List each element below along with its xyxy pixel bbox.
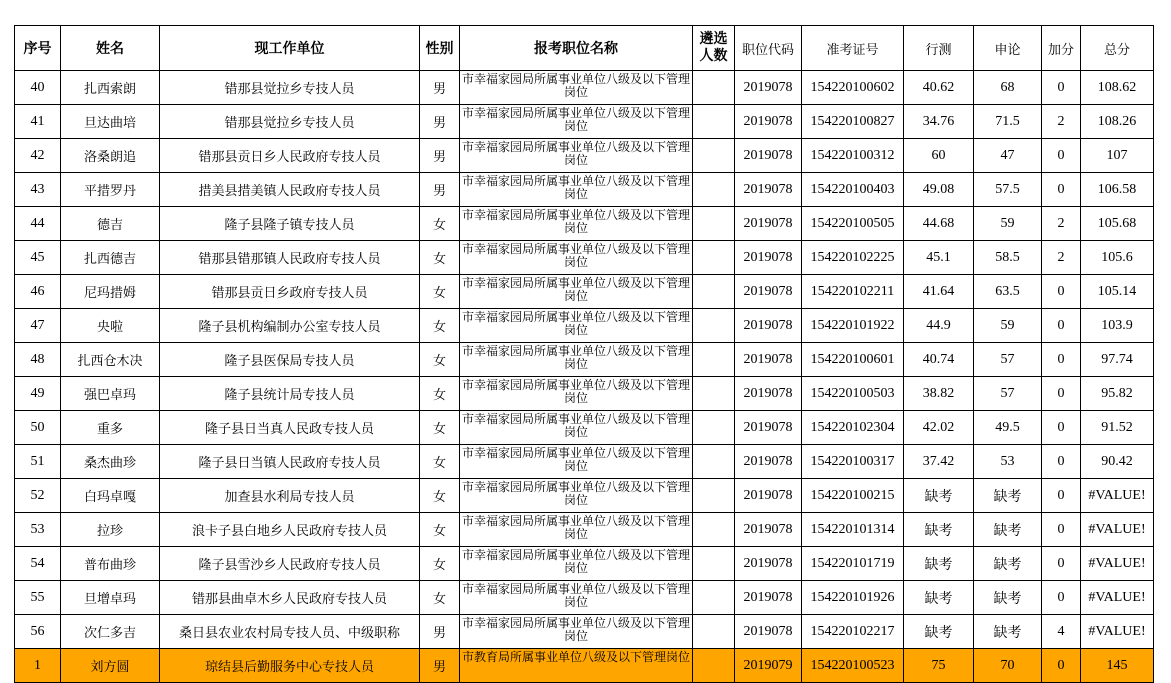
cell-total: 108.62	[1081, 71, 1154, 105]
cell-xingce: 38.82	[904, 377, 974, 411]
cell-xingce: 缺考	[904, 479, 974, 513]
cell-code: 2019078	[735, 343, 802, 377]
cell-job: 市幸福家园局所属事业单位八级及以下管理岗位	[460, 343, 693, 377]
header-total: 总分	[1081, 26, 1154, 71]
table-row	[15, 513, 1154, 547]
cell-code: 2019078	[735, 71, 802, 105]
cell-seq: 46	[15, 275, 61, 309]
cell-total: #VALUE!	[1081, 513, 1154, 547]
cell-code: 2019078	[735, 513, 802, 547]
cell-shenlun: 71.5	[974, 105, 1042, 139]
cell-total: 105.14	[1081, 275, 1154, 309]
cell-shenlun: 缺考	[974, 479, 1042, 513]
cell-unit: 隆子县医保局专技人员	[160, 343, 420, 377]
cell-total: 106.58	[1081, 173, 1154, 207]
cell-job: 市幸福家园局所属事业单位八级及以下管理岗位	[460, 207, 693, 241]
cell-gender: 女	[420, 513, 460, 547]
cell-xingce: 45.1	[904, 241, 974, 275]
cell-quota	[693, 207, 735, 241]
cell-unit: 错那县贡日乡人民政府专技人员	[160, 139, 420, 173]
cell-seq: 53	[15, 513, 61, 547]
cell-unit: 错那县曲卓木乡人民政府专技人员	[160, 581, 420, 615]
cell-ticket: 154220100523	[802, 649, 904, 683]
cell-unit: 桑日县农业农村局专技人员、中级职称	[160, 615, 420, 649]
cell-ticket: 154220100403	[802, 173, 904, 207]
cell-seq: 49	[15, 377, 61, 411]
cell-bonus: 0	[1042, 649, 1081, 683]
cell-xingce: 缺考	[904, 513, 974, 547]
cell-quota	[693, 547, 735, 581]
cell-shenlun: 63.5	[974, 275, 1042, 309]
cell-xingce: 60	[904, 139, 974, 173]
cell-unit: 隆子县日当镇人民政府专技人员	[160, 445, 420, 479]
cell-quota	[693, 71, 735, 105]
cell-name: 次仁多吉	[61, 615, 160, 649]
cell-unit: 措美县措美镇人民政府专技人员	[160, 173, 420, 207]
cell-bonus: 0	[1042, 445, 1081, 479]
header-row	[15, 26, 1154, 71]
cell-name: 强巴卓玛	[61, 377, 160, 411]
cell-xingce: 49.08	[904, 173, 974, 207]
cell-shenlun: 57	[974, 343, 1042, 377]
cell-quota	[693, 309, 735, 343]
cell-xingce: 40.62	[904, 71, 974, 105]
cell-xingce: 缺考	[904, 581, 974, 615]
cell-name: 扎西仓木决	[61, 343, 160, 377]
cell-bonus: 0	[1042, 513, 1081, 547]
cell-shenlun: 70	[974, 649, 1042, 683]
cell-total: 107	[1081, 139, 1154, 173]
cell-seq: 43	[15, 173, 61, 207]
header-ticket: 准考证号	[802, 26, 904, 71]
cell-code: 2019078	[735, 615, 802, 649]
cell-seq: 47	[15, 309, 61, 343]
cell-xingce: 缺考	[904, 547, 974, 581]
cell-gender: 男	[420, 105, 460, 139]
cell-unit: 琼结县后勤服务中心专技人员	[160, 649, 420, 683]
cell-ticket: 154220101926	[802, 581, 904, 615]
cell-code: 2019078	[735, 173, 802, 207]
header-code: 职位代码	[735, 26, 802, 71]
cell-shenlun: 68	[974, 71, 1042, 105]
header-quota: 遴选人数	[693, 26, 735, 71]
cell-total: 108.26	[1081, 105, 1154, 139]
cell-job: 市幸福家园局所属事业单位八级及以下管理岗位	[460, 139, 693, 173]
cell-quota	[693, 513, 735, 547]
cell-name: 桑杰曲珍	[61, 445, 160, 479]
cell-job: 市幸福家园局所属事业单位八级及以下管理岗位	[460, 105, 693, 139]
cell-quota	[693, 377, 735, 411]
cell-total: #VALUE!	[1081, 581, 1154, 615]
cell-bonus: 2	[1042, 207, 1081, 241]
table-row	[15, 139, 1154, 173]
cell-bonus: 0	[1042, 547, 1081, 581]
cell-gender: 女	[420, 547, 460, 581]
cell-bonus: 0	[1042, 581, 1081, 615]
cell-job: 市幸福家园局所属事业单位八级及以下管理岗位	[460, 411, 693, 445]
cell-total: #VALUE!	[1081, 479, 1154, 513]
cell-xingce: 75	[904, 649, 974, 683]
cell-seq: 44	[15, 207, 61, 241]
cell-gender: 女	[420, 309, 460, 343]
cell-code: 2019078	[735, 275, 802, 309]
cell-quota	[693, 343, 735, 377]
cell-seq: 40	[15, 71, 61, 105]
cell-unit: 错那县错那镇人民政府专技人员	[160, 241, 420, 275]
cell-xingce: 缺考	[904, 615, 974, 649]
table-row	[15, 445, 1154, 479]
cell-code: 2019078	[735, 309, 802, 343]
cell-bonus: 0	[1042, 309, 1081, 343]
cell-name: 平措罗丹	[61, 173, 160, 207]
table-row	[15, 581, 1154, 615]
cell-seq: 54	[15, 547, 61, 581]
table-row	[15, 479, 1154, 513]
cell-seq: 41	[15, 105, 61, 139]
cell-code: 2019078	[735, 581, 802, 615]
cell-ticket: 154220102217	[802, 615, 904, 649]
cell-unit: 隆子县统计局专技人员	[160, 377, 420, 411]
cell-total: 105.6	[1081, 241, 1154, 275]
cell-quota	[693, 615, 735, 649]
cell-job: 市幸福家园局所属事业单位八级及以下管理岗位	[460, 513, 693, 547]
table-row	[15, 547, 1154, 581]
cell-job: 市幸福家园局所属事业单位八级及以下管理岗位	[460, 547, 693, 581]
cell-total: 95.82	[1081, 377, 1154, 411]
cell-bonus: 0	[1042, 139, 1081, 173]
cell-name: 刘方圆	[61, 649, 160, 683]
cell-code: 2019078	[735, 547, 802, 581]
cell-total: 91.52	[1081, 411, 1154, 445]
cell-quota	[693, 173, 735, 207]
cell-name: 扎西索朗	[61, 71, 160, 105]
table-body	[15, 71, 1154, 683]
cell-ticket: 154220102225	[802, 241, 904, 275]
cell-job: 市教育局所属事业单位八级及以下管理岗位	[460, 649, 693, 683]
cell-unit: 错那县觉拉乡专技人员	[160, 71, 420, 105]
cell-seq: 48	[15, 343, 61, 377]
cell-name: 拉珍	[61, 513, 160, 547]
cell-seq: 56	[15, 615, 61, 649]
cell-name: 尼玛措姆	[61, 275, 160, 309]
cell-ticket: 154220100602	[802, 71, 904, 105]
cell-job: 市幸福家园局所属事业单位八级及以下管理岗位	[460, 581, 693, 615]
cell-name: 央啦	[61, 309, 160, 343]
cell-ticket: 154220101314	[802, 513, 904, 547]
cell-gender: 女	[420, 445, 460, 479]
cell-seq: 42	[15, 139, 61, 173]
cell-shenlun: 缺考	[974, 615, 1042, 649]
cell-unit: 隆子县日当真人民政专技人员	[160, 411, 420, 445]
cell-total: 90.42	[1081, 445, 1154, 479]
cell-shenlun: 缺考	[974, 513, 1042, 547]
table-row	[15, 377, 1154, 411]
cell-quota	[693, 581, 735, 615]
cell-job: 市幸福家园局所属事业单位八级及以下管理岗位	[460, 479, 693, 513]
cell-name: 德吉	[61, 207, 160, 241]
cell-seq: 51	[15, 445, 61, 479]
cell-unit: 加查县水利局专技人员	[160, 479, 420, 513]
cell-seq: 1	[15, 649, 61, 683]
cell-total: #VALUE!	[1081, 615, 1154, 649]
cell-ticket: 154220100503	[802, 377, 904, 411]
cell-bonus: 0	[1042, 377, 1081, 411]
table-row	[15, 309, 1154, 343]
cell-gender: 女	[420, 581, 460, 615]
table-row	[15, 71, 1154, 105]
header-name: 姓名	[61, 26, 160, 71]
cell-job: 市幸福家园局所属事业单位八级及以下管理岗位	[460, 275, 693, 309]
cell-quota	[693, 445, 735, 479]
cell-xingce: 41.64	[904, 275, 974, 309]
cell-gender: 男	[420, 139, 460, 173]
cell-unit: 错那县贡日乡政府专技人员	[160, 275, 420, 309]
cell-job: 市幸福家园局所属事业单位八级及以下管理岗位	[460, 309, 693, 343]
cell-total: #VALUE!	[1081, 547, 1154, 581]
cell-ticket: 154220102211	[802, 275, 904, 309]
cell-job: 市幸福家园局所属事业单位八级及以下管理岗位	[460, 377, 693, 411]
cell-seq: 52	[15, 479, 61, 513]
cell-code: 2019078	[735, 479, 802, 513]
cell-xingce: 44.68	[904, 207, 974, 241]
cell-gender: 女	[420, 479, 460, 513]
cell-quota	[693, 479, 735, 513]
cell-ticket: 154220100601	[802, 343, 904, 377]
cell-shenlun: 47	[974, 139, 1042, 173]
cell-seq: 50	[15, 411, 61, 445]
cell-code: 2019078	[735, 139, 802, 173]
cell-code: 2019079	[735, 649, 802, 683]
cell-code: 2019078	[735, 377, 802, 411]
cell-code: 2019078	[735, 411, 802, 445]
cell-gender: 女	[420, 275, 460, 309]
table-row	[15, 105, 1154, 139]
cell-code: 2019078	[735, 241, 802, 275]
header-bonus: 加分	[1042, 26, 1081, 71]
cell-shenlun: 53	[974, 445, 1042, 479]
cell-name: 扎西德吉	[61, 241, 160, 275]
cell-xingce: 34.76	[904, 105, 974, 139]
cell-name: 白玛卓嘎	[61, 479, 160, 513]
cell-gender: 女	[420, 343, 460, 377]
cell-quota	[693, 241, 735, 275]
cell-ticket: 154220100215	[802, 479, 904, 513]
cell-bonus: 0	[1042, 479, 1081, 513]
cell-quota	[693, 139, 735, 173]
cell-bonus: 0	[1042, 411, 1081, 445]
cell-shenlun: 缺考	[974, 581, 1042, 615]
table-row	[15, 173, 1154, 207]
cell-name: 旦达曲培	[61, 105, 160, 139]
cell-xingce: 44.9	[904, 309, 974, 343]
cell-bonus: 0	[1042, 275, 1081, 309]
table-row	[15, 343, 1154, 377]
cell-ticket: 154220100505	[802, 207, 904, 241]
cell-job: 市幸福家园局所属事业单位八级及以下管理岗位	[460, 173, 693, 207]
cell-total: 145	[1081, 649, 1154, 683]
cell-gender: 女	[420, 377, 460, 411]
cell-shenlun: 59	[974, 309, 1042, 343]
cell-name: 重多	[61, 411, 160, 445]
cell-gender: 男	[420, 615, 460, 649]
cell-bonus: 2	[1042, 241, 1081, 275]
cell-ticket: 154220101719	[802, 547, 904, 581]
cell-gender: 女	[420, 207, 460, 241]
cell-xingce: 42.02	[904, 411, 974, 445]
header-shenlun: 申论	[974, 26, 1042, 71]
table-row	[15, 207, 1154, 241]
cell-shenlun: 57	[974, 377, 1042, 411]
cell-code: 2019078	[735, 207, 802, 241]
cell-bonus: 0	[1042, 343, 1081, 377]
cell-name: 洛桑朗追	[61, 139, 160, 173]
header-unit: 现工作单位	[160, 26, 420, 71]
cell-quota	[693, 649, 735, 683]
cell-shenlun: 49.5	[974, 411, 1042, 445]
table-row	[15, 615, 1154, 649]
cell-unit: 隆子县隆子镇专技人员	[160, 207, 420, 241]
cell-name: 普布曲珍	[61, 547, 160, 581]
cell-shenlun: 59	[974, 207, 1042, 241]
cell-total: 97.74	[1081, 343, 1154, 377]
cell-bonus: 0	[1042, 71, 1081, 105]
cell-ticket: 154220102304	[802, 411, 904, 445]
cell-ticket: 154220100312	[802, 139, 904, 173]
cell-unit: 浪卡子县白地乡人民政府专技人员	[160, 513, 420, 547]
cell-ticket: 154220100827	[802, 105, 904, 139]
cell-shenlun: 57.5	[974, 173, 1042, 207]
cell-job: 市幸福家园局所属事业单位八级及以下管理岗位	[460, 445, 693, 479]
cell-unit: 隆子县机构编制办公室专技人员	[160, 309, 420, 343]
cell-quota	[693, 411, 735, 445]
cell-unit: 隆子县雪沙乡人民政府专技人员	[160, 547, 420, 581]
header-job: 报考职位名称	[460, 26, 693, 71]
cell-code: 2019078	[735, 105, 802, 139]
cell-total: 105.68	[1081, 207, 1154, 241]
cell-bonus: 4	[1042, 615, 1081, 649]
table-row	[15, 411, 1154, 445]
cell-xingce: 37.42	[904, 445, 974, 479]
table-row	[15, 241, 1154, 275]
cell-total: 103.9	[1081, 309, 1154, 343]
cell-shenlun: 58.5	[974, 241, 1042, 275]
cell-job: 市幸福家园局所属事业单位八级及以下管理岗位	[460, 241, 693, 275]
cell-seq: 45	[15, 241, 61, 275]
cell-ticket: 154220101922	[802, 309, 904, 343]
cell-quota	[693, 275, 735, 309]
cell-job: 市幸福家园局所属事业单位八级及以下管理岗位	[460, 615, 693, 649]
cell-bonus: 2	[1042, 105, 1081, 139]
header-xingce: 行测	[904, 26, 974, 71]
cell-gender: 男	[420, 649, 460, 683]
header-seq: 序号	[15, 26, 61, 71]
cell-gender: 男	[420, 71, 460, 105]
cell-xingce: 40.74	[904, 343, 974, 377]
cell-job: 市幸福家园局所属事业单位八级及以下管理岗位	[460, 71, 693, 105]
cell-gender: 女	[420, 241, 460, 275]
table-row	[15, 275, 1154, 309]
cell-name: 旦增卓玛	[61, 581, 160, 615]
cell-unit: 错那县觉拉乡专技人员	[160, 105, 420, 139]
cell-shenlun: 缺考	[974, 547, 1042, 581]
cell-bonus: 0	[1042, 173, 1081, 207]
score-table	[14, 25, 1154, 683]
header-gender: 性别	[420, 26, 460, 71]
cell-gender: 男	[420, 173, 460, 207]
cell-code: 2019078	[735, 445, 802, 479]
table-row	[15, 649, 1154, 683]
cell-gender: 女	[420, 411, 460, 445]
cell-seq: 55	[15, 581, 61, 615]
cell-quota	[693, 105, 735, 139]
cell-ticket: 154220100317	[802, 445, 904, 479]
